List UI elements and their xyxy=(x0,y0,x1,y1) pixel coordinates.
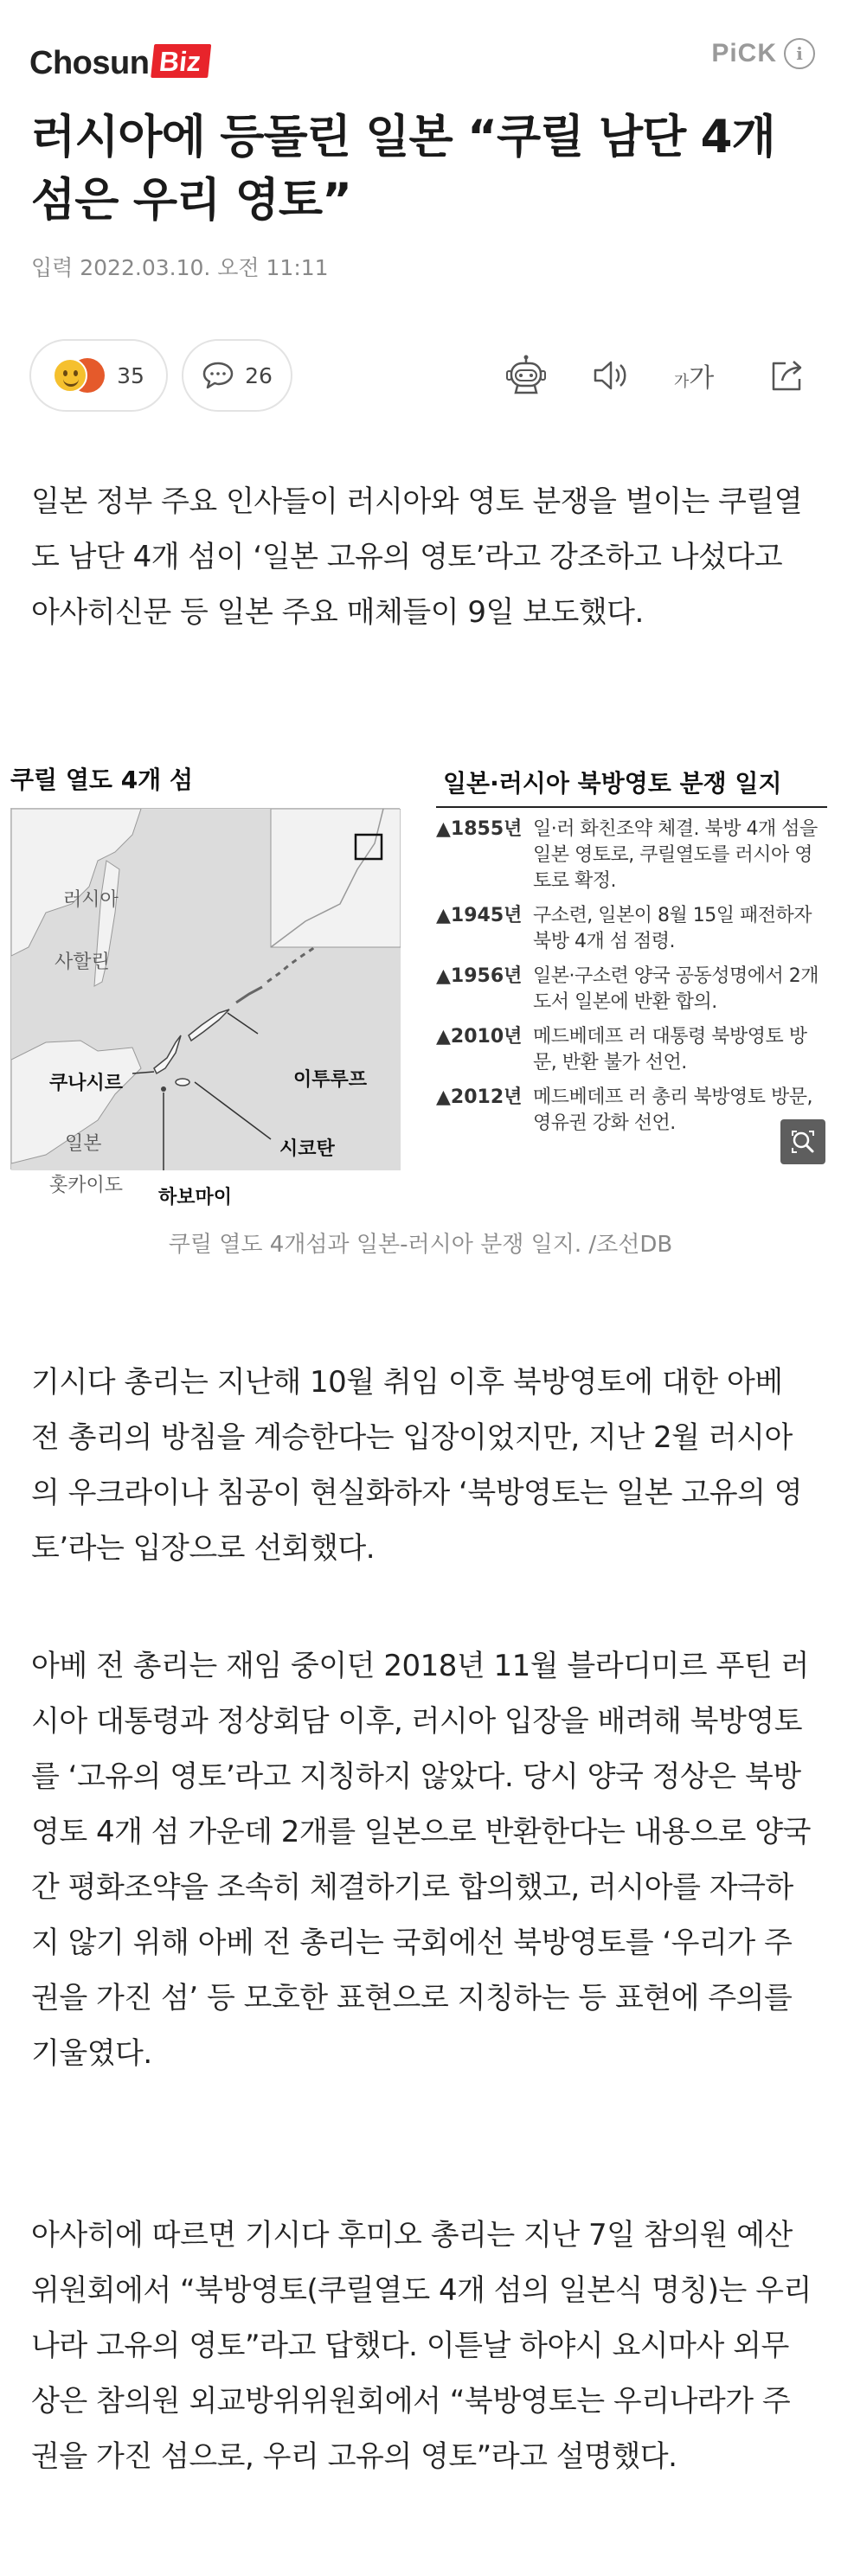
article-paragraph: 일본 정부 주요 인사들이 러시아와 영토 분쟁을 벌이는 쿠릴열도 남단 4개 섬이 ‘일본 고유의 영토’라고 강조하고 나섰다고 아사히신문 등 일본 주요 매체들이 9일 보도했다. xyxy=(31,484,803,630)
font-size-button[interactable] xyxy=(670,351,718,400)
map-label-shikotan: 시코탄 xyxy=(279,1138,335,1160)
listen-button[interactable] xyxy=(587,351,635,400)
map-label-habomai: 하보마이 xyxy=(158,1187,233,1208)
comment-icon xyxy=(202,360,234,391)
map-label-kunashir: 쿠나시르 xyxy=(49,1073,124,1094)
article-paragraph: 기시다 총리는 지난해 10월 취임 이후 북방영토에 대한 아베 전 총리의 방침을 계승한다는 입장이었지만, 지난 2월 러시아의 우크라이나 침공이 현실화하자 ‘북방영토는 일본 고유의 영토’라는 입장으로 선회했다. xyxy=(31,1365,803,1566)
map-label-hokkaido: 홋카이도 xyxy=(49,1175,124,1196)
article-paragraph: 아사히에 따르면 기시다 후미오 총리는 지난 7일 참의원 예산위원회에서 “북방영토(쿠릴열도 4개 섬의 일본식 명칭)는 우리나라 고유의 영토”라고 답했다. 이튿날 하야시 요시마사 외무상은 참의원 외교방위위원회에서 “북방영토는 우리나라가 주권을 가진 섬으로, 우리 고유의 영토”라고 설명했다. xyxy=(31,2218,812,2474)
dispute-timeline xyxy=(436,761,827,1172)
timeline-title: 일본·러시아 북방영토 분쟁 일지 xyxy=(436,761,827,808)
reaction-emoji-icon xyxy=(53,356,106,394)
timeline-row: ▲1956년 일본·구소련 양국 공동성명에서 2개 도서 일본에 반환 합의. xyxy=(436,965,819,1013)
speaker-icon xyxy=(590,355,632,396)
zoom-icon xyxy=(789,1128,817,1156)
timeline-row: ▲2010년 메드베데프 러 대통령 북방영토 방문, 반환 불가 선언. xyxy=(436,1026,807,1073)
article-date: 입력 2022.03.10. 오전 11:11 xyxy=(31,255,329,280)
comment-count: 26 xyxy=(245,362,273,388)
share-button[interactable] xyxy=(763,351,812,400)
summary-bot-button[interactable] xyxy=(502,351,550,400)
logo-badge: Biz xyxy=(151,44,212,78)
map-label-sakhalin: 사할린 xyxy=(55,952,110,973)
reaction-button[interactable] xyxy=(29,339,168,412)
info-icon[interactable]: i xyxy=(784,38,815,69)
image-zoom-button[interactable] xyxy=(780,1119,825,1164)
kuril-map xyxy=(10,808,400,1208)
map-title: 쿠릴 열도 4개 섬 xyxy=(10,766,194,794)
article-figure[interactable] xyxy=(0,754,841,1208)
top-bar xyxy=(0,0,841,95)
font-size-icon: 가가 xyxy=(673,363,715,394)
pick-label: PiCK xyxy=(711,39,777,67)
share-icon xyxy=(767,355,808,396)
map-label-iturup: 이투루프 xyxy=(293,1069,368,1091)
chosunbiz-logo[interactable] xyxy=(29,28,209,80)
action-bar xyxy=(29,339,812,412)
timeline-row: ▲2012년 메드베데프 러 총리 북방영토 방문, 영유권 강화 선언. xyxy=(436,1086,812,1134)
timeline-row: ▲1855년 일·러 화친조약 체결. 북방 4개 섬을 일본 영토로, 쿠릴열도를 러시아 영토로 확정. xyxy=(436,818,818,892)
pick-badge[interactable] xyxy=(711,38,815,69)
reaction-count: 35 xyxy=(117,362,144,388)
map-label-japan: 일본 xyxy=(65,1133,102,1155)
timeline-row: ▲1945년 구소련, 일본이 8월 15일 패전하자 북방 4개 섬 점령. xyxy=(436,905,812,952)
comment-button[interactable] xyxy=(182,339,292,412)
article-paragraph: 아베 전 총리는 재임 중이던 2018년 11월 블라디미르 푸틴 러시아 대통령과 정상회담 이후, 러시아 입장을 배려해 북방영토를 ‘고유의 영토’라고 지칭하지 않았다. 당시 양국 정상은 북방영토 4개 섬 가운데 2개를 일본으로 반환한다는 내용으로 양국 간 평화조약을 조속히 체결하기로 합의했고, 러시아를 자극하지 않기 위해 아베 전 총리는 국회에선 북방영토를 ‘우리가 주권을 가진 섬’ 등 모호한 표현으로 지칭하는 등 표현에 주의를 기울였다. xyxy=(31,1649,811,2071)
figure-caption: 쿠릴 열도 4개섬과 일본-러시아 분쟁 일지. /조선DB xyxy=(168,1232,673,1258)
logo-text: Chosun xyxy=(29,45,150,81)
robot-summary-icon xyxy=(504,353,549,398)
article-title: 러시아에 등돌린 일본 “쿠릴 남단 4개 섬은 우리 영토” xyxy=(31,111,775,227)
map-label-russia: 러시아 xyxy=(63,889,119,911)
